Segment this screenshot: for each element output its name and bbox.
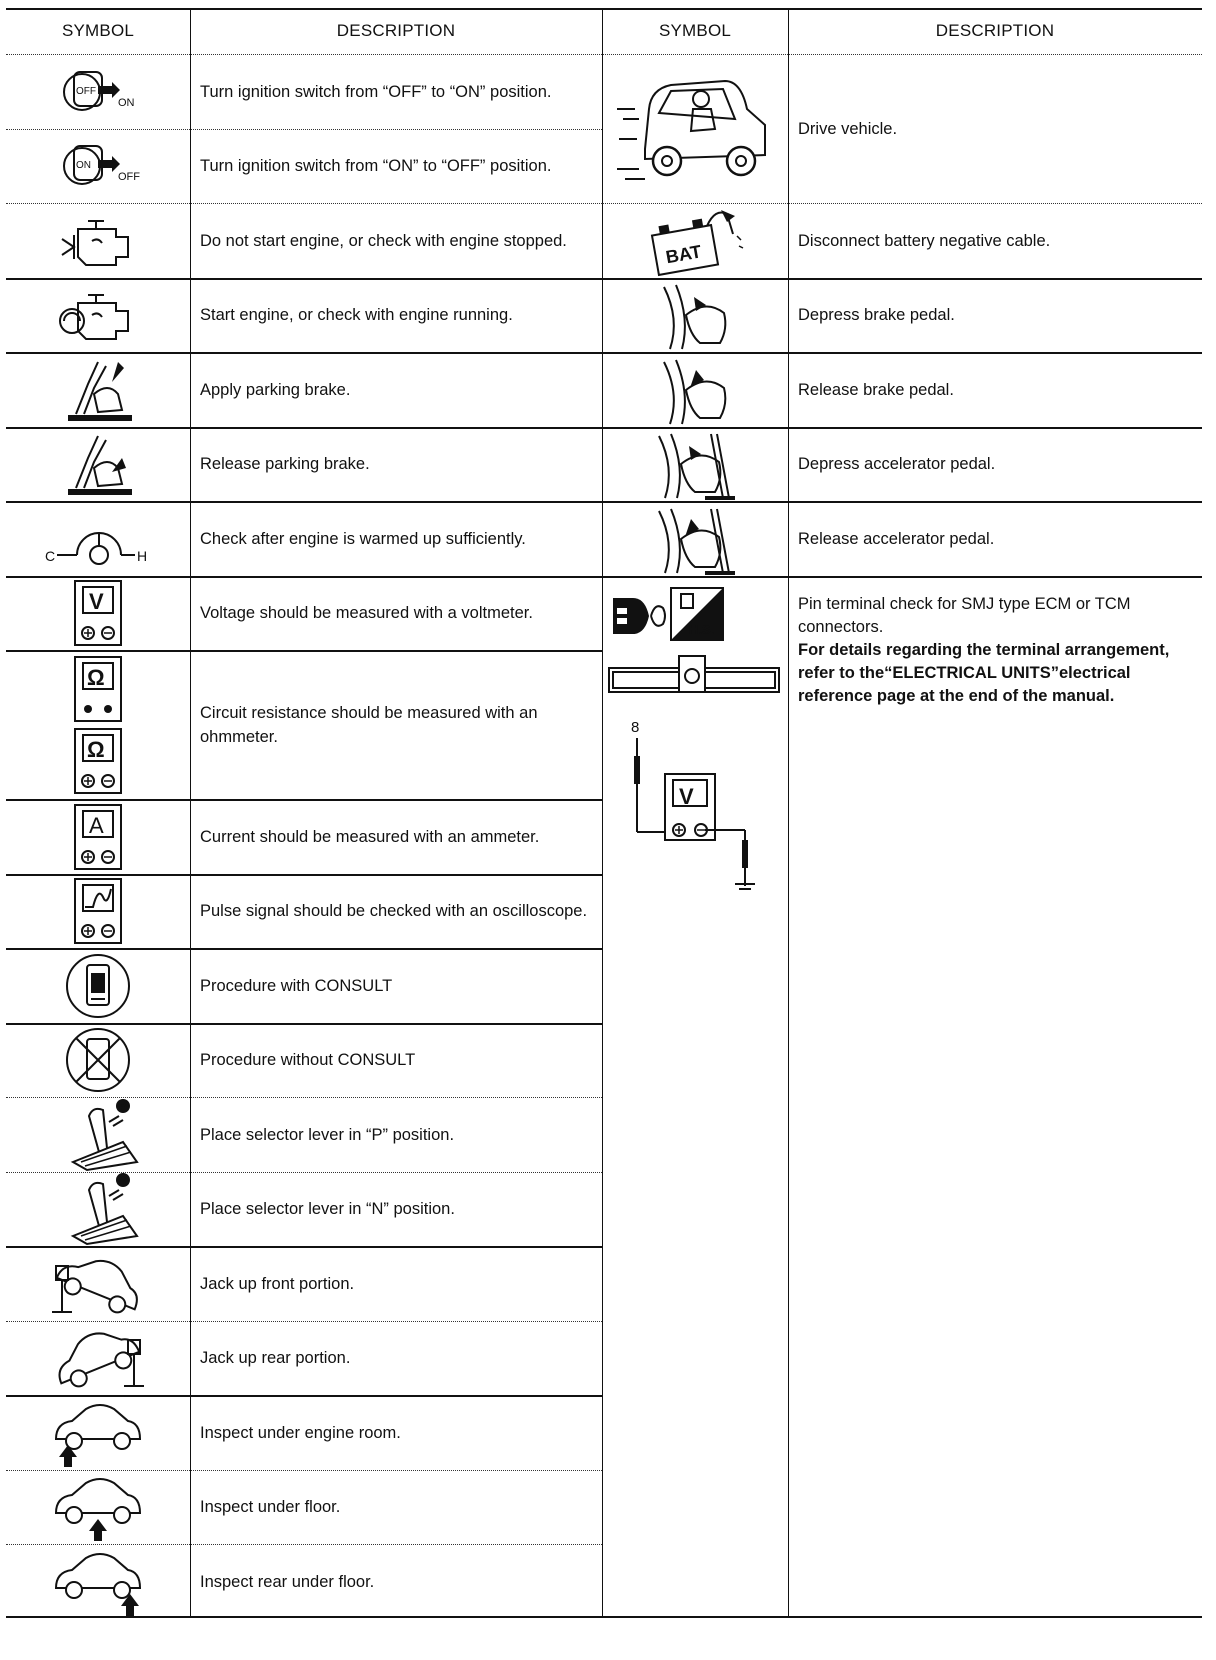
pin-check-description: [798, 593, 1193, 708]
pin-check-label: V: [679, 784, 694, 809]
left-symbol-header: SYMBOL: [61, 21, 135, 40]
row-rule: [602, 576, 1202, 578]
row-description: [200, 1172, 594, 1246]
inspect-engine-room-icon: [6, 1395, 190, 1470]
ohmmeter-icon: [6, 650, 190, 799]
depress-accelerator-icon: [602, 427, 788, 501]
row-description: [200, 1321, 594, 1395]
row-description: [200, 1470, 594, 1544]
row-description: [200, 1395, 594, 1470]
column-rule: [190, 8, 191, 1616]
row-description: [200, 576, 594, 650]
release-accelerator-icon: [602, 501, 788, 576]
pin-check-label: 8: [631, 719, 640, 736]
drive-vehicle-icon: [602, 54, 788, 203]
jack-front-icon: [6, 1246, 190, 1321]
description-text: Drive vehicle.: [798, 119, 898, 138]
row-description: [200, 650, 594, 799]
row-description: [798, 352, 1194, 427]
ignition-on-to-off-label: ON: [76, 160, 91, 171]
description-text: Procedure without CONSULT: [200, 1051, 416, 1069]
oscilloscope-icon: [6, 874, 190, 948]
description-text: Jack up front portion.: [200, 1274, 355, 1293]
left-description-header: DESCRIPTION: [336, 21, 456, 40]
row-description: [200, 352, 594, 427]
selector-lever-p-icon: [6, 1097, 190, 1172]
row-description: [798, 278, 1194, 352]
inspect-rear-floor-icon: [6, 1544, 190, 1619]
ohmmeter-label: Ω: [87, 736, 105, 762]
row-description: [200, 278, 594, 352]
inspect-floor-icon: [6, 1470, 190, 1544]
row-description: [200, 427, 594, 501]
consult-icon: [6, 948, 190, 1023]
row-description: [200, 501, 594, 576]
warm-up-gauge-label: H: [137, 547, 148, 564]
row-description: [200, 799, 594, 874]
row-description: [798, 203, 1194, 278]
description-text: Place selector lever in “N” position.: [200, 1200, 455, 1218]
description-text: Release parking brake.: [200, 455, 370, 473]
release-parking-brake-icon: [6, 427, 190, 501]
ammeter-label: A: [89, 812, 104, 838]
column-rule: [788, 8, 789, 1616]
selector-lever-p-label: P: [119, 1101, 126, 1113]
description-text: Procedure with CONSULT: [200, 976, 393, 995]
row-description: [200, 948, 594, 1023]
row-description: [200, 1544, 594, 1619]
depress-brake-icon: [602, 278, 788, 352]
engine-running-icon: [6, 278, 190, 352]
description-text: Circuit resistance should be measured with an ohmmeter.: [200, 703, 538, 746]
battery-icon: [602, 203, 788, 278]
row-description: [798, 501, 1194, 576]
row-description: [200, 129, 594, 203]
warm-up-gauge-label: C: [45, 547, 56, 564]
description-text: Release accelerator pedal.: [798, 529, 995, 548]
battery-label: BAT: [664, 240, 703, 267]
description-text: Depress brake pedal.: [798, 306, 955, 324]
description-text: Do not start engine, or check with engine stopped.: [200, 231, 567, 250]
description-text: Depress accelerator pedal.: [798, 455, 996, 473]
description-text: Pulse signal should be checked with an oscilloscope.: [200, 902, 588, 920]
right-symbol-header: SYMBOL: [658, 21, 732, 40]
description-text: Release brake pedal.: [798, 380, 954, 399]
description-text: Turn ignition switch from “ON” to “OFF” position.: [200, 157, 552, 175]
description-text: Current should be measured with an ammeter.: [200, 827, 540, 846]
ammeter-icon: [6, 799, 190, 874]
ignition-off-to-on-label: ON: [118, 96, 135, 109]
selector-lever-n-label: N: [119, 1176, 127, 1187]
apply-parking-brake-icon: [6, 352, 190, 427]
ignition-on-to-off-label: OFF: [118, 171, 140, 183]
row-description: [200, 203, 594, 278]
engine-stopped-icon: [6, 203, 190, 278]
row-description: [798, 427, 1194, 501]
ignition-off-to-on-icon: [6, 54, 190, 129]
description-text: Disconnect battery negative cable.: [798, 231, 1051, 250]
description-text: Check after engine is warmed up sufficiently.: [200, 529, 526, 548]
ohmmeter-label: Ω: [87, 664, 105, 690]
selector-lever-n-icon: [6, 1172, 190, 1246]
release-brake-icon: [602, 352, 788, 427]
right-description-header: DESCRIPTION: [935, 21, 1055, 40]
pin-check-line1: Pin terminal check for SMJ type ECM or TCM connectors.: [798, 595, 1131, 636]
description-text: Jack up rear portion.: [200, 1349, 351, 1367]
ignition-off-to-on-label: OFF: [76, 85, 96, 97]
voltmeter-icon: [6, 576, 190, 650]
row-description: [200, 874, 594, 948]
description-text: Inspect under engine room.: [200, 1423, 401, 1442]
voltmeter-label: V: [89, 589, 104, 614]
pin-check-label: H.S.: [689, 622, 715, 637]
warm-up-gauge-icon: [6, 501, 190, 576]
description-text: Turn ignition switch from “OFF” to “ON” position.: [200, 82, 552, 101]
ignition-on-to-off-icon: [6, 129, 190, 203]
no-consult-icon: [6, 1023, 190, 1097]
pin-check-line2: For details regarding the terminal arrangement, refer to the“ELECTRICAL UNITS”electrical reference page at the end of the manual.: [798, 641, 1170, 705]
description-text: Place selector lever in “P” position.: [200, 1125, 455, 1144]
row-description: [200, 1246, 594, 1321]
description-text: Inspect rear under floor.: [200, 1572, 375, 1591]
description-text: Start engine, or check with engine running.: [200, 306, 513, 324]
jack-rear-icon: [6, 1321, 190, 1395]
description-text: Apply parking brake.: [200, 380, 351, 399]
row-description: [200, 1097, 594, 1172]
smj-pin-check-icon: [604, 586, 786, 892]
row-description: [200, 54, 594, 129]
row-description: [798, 54, 1194, 203]
description-text: Inspect under floor.: [200, 1498, 341, 1516]
row-description: [200, 1023, 594, 1097]
description-text: Voltage should be measured with a voltmeter.: [200, 604, 533, 622]
